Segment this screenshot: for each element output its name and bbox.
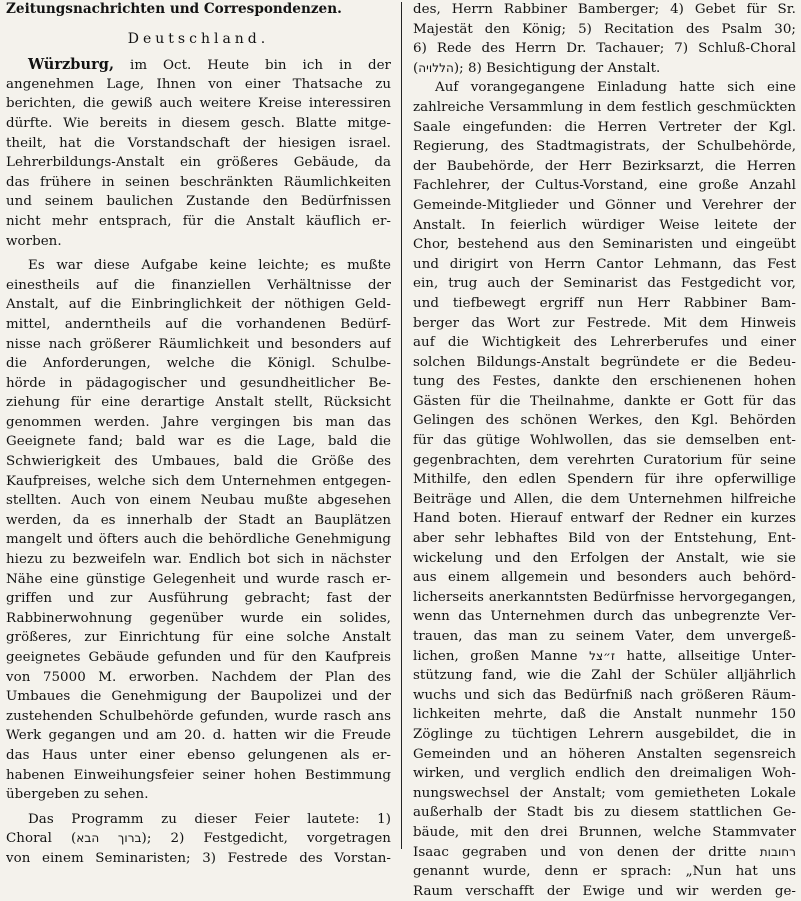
- text-line: Hand boten. Hierauf entwarf der Redner ein kurzes: [413, 511, 796, 527]
- text-line: Gemeinden und an höheren Anstalten segensreich: [413, 746, 796, 762]
- text-line: werden, da es innerhalb der Stadt an Bauplätzen: [6, 512, 391, 528]
- text-line: auf die Wichtigkeit des Lehrerberufes und einer: [413, 335, 796, 351]
- text-line: angenehmen Lage, Ihnen von einer Thatsache zu: [6, 76, 391, 92]
- text-line: geeignetes Gebäude gefunden und für den Kaufpreis: [6, 650, 391, 665]
- column-divider: [401, 2, 402, 849]
- text-line: Rabbinerwohnung gegenüber wurde ein solides,: [6, 610, 391, 626]
- text-line: tung des Festes, dankte den erschienenen hohen: [413, 374, 796, 390]
- hebrew-text: רחובות: [759, 844, 796, 859]
- text-line: von 75000 M. erworben. Nachdem der Plan des: [6, 669, 391, 685]
- program-line-2: [6, 829, 391, 849]
- text-line: nisse nach größerer Räumlichkeit und besonders auf: [6, 336, 391, 352]
- text-line: ein, trug auch der Seminarist das Festgedicht vor,: [413, 276, 796, 292]
- text-line: zahlreiche Versammlung in dem festlich geschmückten: [413, 99, 796, 115]
- ceremony-text: hatte, allseitige Unter-: [615, 648, 796, 664]
- text-line: berichten, die gewiß auch weitere Kreise interessiren: [6, 96, 391, 112]
- dateline-rest: im Oct. Heute bin ich in der: [114, 58, 391, 74]
- text-line: mangelt und öfters auch die behördliche Genehmigung: [6, 532, 391, 548]
- text-line: Regierung, des Stadtmagistrats, der Schulbehörde,: [413, 139, 796, 155]
- text-line: das frühere in seinen beschränkten Räumlichkeiten: [6, 174, 391, 190]
- text-line: Chor, bestehend aus den Seminaristen und eingeübt: [413, 237, 796, 253]
- paragraph-building: [6, 256, 391, 805]
- text-line: wenn das Unternehmen durch das unbegrenzte Ver-: [413, 609, 796, 625]
- text-line: Mithilfe, den edlen Spendern für ihre opferwillige: [413, 472, 796, 488]
- text-line: Anstalt. In feierlich würdiger Weise leitete der: [413, 217, 796, 233]
- hebrew-text: ז״צל: [589, 648, 616, 663]
- text-line: Auf vorangegangene Einladung hatte sich eine: [435, 80, 796, 96]
- text-line: aber sehr lebhaftes Bild von der Entstehung, Ent-: [413, 531, 796, 547]
- text-line: dürfte. Wie bereits in diesem gesch. Blatte mitge-: [6, 115, 391, 131]
- text-line: Werk gegangen und am 20. d. hatten wir die Freude: [6, 728, 391, 744]
- paragraph-ceremony: [413, 78, 796, 646]
- program-continuation: [413, 0, 796, 59]
- text-line: wirken, und verglich endlich den dreimaligen Woh-: [413, 766, 796, 782]
- ceremony-hebrew-line-2: [413, 843, 796, 863]
- text-line: hiezu zu bezweifeln war. Endlich bot sich in nächster: [6, 552, 391, 568]
- text-line: stützung fand, wie die Zahl der Schüler alljährlich: [413, 668, 796, 684]
- ceremony-hebrew-line: [413, 647, 796, 667]
- program-line-1: Das Programm zu dieser Feier lautete: 1): [28, 811, 391, 827]
- text-line: wickelung und den Erfolgen der Anstalt, wie sie: [413, 550, 796, 566]
- dateline-line: [6, 55, 391, 75]
- program-text: Choral (: [6, 831, 77, 847]
- paragraph-ceremony-cont: [413, 666, 796, 842]
- text-line: mittel, anderntheils auf die vorhandenen Bedürf-: [6, 316, 391, 332]
- text-line: und seinem baulichen Zustande den Bedürfnissen: [6, 194, 391, 210]
- text-line: nungswechsel der Anstalt; vom gemietheten Lokale: [413, 785, 796, 801]
- hebrew-text: ברוך הבא: [76, 831, 142, 846]
- text-line: Raum verschafft der Ewige und wir werden ge-: [413, 883, 796, 899]
- text-line: Gemeinde-Mitglieder und Gönner und Verehrer der: [413, 197, 796, 213]
- text-line: Schwierigkeit des Umbaues, bald die Größe des: [6, 454, 391, 470]
- ceremony-text: lichen, großen Manne: [413, 648, 590, 664]
- text-line: griffen und zur Ausführung gebracht; fast der: [6, 591, 391, 607]
- text-line: Fachlehrer, der Cultus-Vorstand, eine große Anzahl: [413, 178, 796, 194]
- text-line: hörde in pädagogischer und gesundheitlicher Be-: [6, 375, 391, 391]
- text-line: theilt, hat die Vorstandschaft der hiesigen israel.: [6, 135, 391, 151]
- text-line: trauen, das man zu seinem Vater, dem unvergeß-: [413, 629, 796, 644]
- left-column: [6, 0, 391, 869]
- text-line: Anstalt, auf die Einbringlichkeit der nöthigen Geld-: [6, 297, 391, 313]
- text-line: wuchs und sich das Bedürfniß nach größeren Räum-: [413, 687, 796, 703]
- text-line: solchen Bildungs-Anstalt begründete er die Bedeu-: [413, 354, 796, 370]
- text-line: Kaufpreises, welche sich dem Unternehmen entgegen-: [6, 473, 391, 489]
- text-line: stellten. Auch von einem Neubau mußte abgesehen: [6, 493, 391, 509]
- text-line: habenen Einweihungsfeier seiner hohen Bestimmung: [6, 767, 391, 783]
- paragraph-ceremony-end: [413, 862, 796, 901]
- text-line: Umbaues die Genehmigung der Baupolizei und der: [6, 689, 391, 705]
- text-line: größeres, zur Einrichtung für eine solche Anstalt: [6, 630, 391, 646]
- text-line: genannt wurde, denn er sprach: „Nun hat uns: [413, 864, 796, 880]
- text-line: genommen werden. Jahre vergingen bis man das: [6, 414, 391, 430]
- program-last-line: [413, 59, 796, 79]
- text-line: die Anforderungen, welche die Königl. Schulbe-: [6, 356, 391, 372]
- ceremony-text: Isaac gegraben und von denen der dritte: [413, 844, 760, 860]
- text-line: ziehung für eine derartige Anstalt stellt, Rücksicht: [6, 395, 391, 411]
- text-line: Gelingen des schönen Werkes, den Kgl. Behörden: [413, 413, 796, 429]
- text-line: berger das Wort zur Festrede. Mit dem Hinweis: [413, 315, 796, 331]
- text-line: Gästen für die Theilnahme, dankte er Gott für das: [413, 393, 796, 409]
- text-line: Saale eingefunden: die Herren Vertreter der Kgl.: [413, 119, 796, 135]
- text-line: Majestät den König; 5) Recitation des Psalm 30;: [413, 21, 796, 37]
- text-line: licherseits anerkanntsten Bedürfnisse hervorgegangen,: [413, 589, 796, 605]
- section-title: Zeitungsnachrichten und Correspondenzen.: [6, 1, 342, 17]
- text-line: das Haus unter einer ebenso gelungenen als er-: [6, 747, 391, 763]
- program-line-3: von einem Seminaristen; 3) Festrede des Vorstan-: [6, 850, 391, 866]
- text-line: Geeignete fand; bald war es die Lage, bald die: [6, 434, 391, 450]
- text-line: und tiefbewegt ergriff nun Herr Rabbiner Bam-: [413, 295, 796, 311]
- program-text: (: [413, 60, 419, 76]
- program-text: ); 8) Besichtigung der Anstalt.: [453, 60, 661, 76]
- program-text: ); 2) Festgedicht, vorgetragen: [141, 831, 391, 847]
- text-line: des, Herrn Rabbiner Bamberger; 4) Gebet für Sr.: [413, 2, 796, 17]
- right-column: [413, 0, 796, 901]
- text-line: übergeben zu sehen.: [6, 787, 149, 803]
- country-heading: Deutschland.: [127, 30, 270, 47]
- text-line: Lehrerbildungs-Anstalt ein größeres Gebäude, da: [6, 155, 391, 171]
- dateline-place: Würzburg,: [28, 56, 115, 74]
- text-line: außerhalb der Stadt bis zu diesem stattlichen Ge-: [413, 805, 796, 821]
- text-line: gegenbrachten, dem verehrten Curatorium für seine: [413, 452, 796, 468]
- text-line: der Baubehörde, der Herr Bezirksarzt, die Herren: [413, 158, 796, 174]
- text-line: und dirigirt von Herrn Cantor Lehmann, das Fest: [413, 256, 796, 272]
- text-line: einestheils auf die finanziellen Verhältnisse der: [6, 277, 391, 293]
- text-line: aus einem allgemein und besonders auch behörd-: [413, 570, 796, 586]
- text-line: Beiträge und Allen, die dem Unternehmen hilfreiche: [413, 491, 796, 507]
- hebrew-text: הללויה: [418, 60, 454, 75]
- text-line: worben.: [6, 233, 62, 249]
- text-line: Zöglinge zu tüchtigen Lehrern ausgebildet, die in: [413, 726, 796, 742]
- text-line: lichkeiten mehrte, daß die Anstalt nunmehr 150: [413, 707, 796, 723]
- text-line: 6) Rede des Herrn Dr. Tachauer; 7) Schluß-Choral: [413, 41, 796, 57]
- text-line: zustehenden Schulbehörde gefunden, wurde rasch ans: [6, 708, 391, 724]
- text-line: Nähe eine günstige Gelegenheit und wurde rasch er-: [6, 571, 391, 587]
- text-line: bäude, mit den drei Brunnen, welche Stammvater: [413, 824, 796, 840]
- paragraph-intro: [6, 75, 391, 251]
- text-line: Es war diese Aufgabe keine leichte; es mußte: [28, 258, 391, 274]
- text-line: nicht mehr entsprach, für die Anstalt käuflich er-: [6, 213, 391, 229]
- text-line: für das gütige Wohlwollen, das sie demselben ent-: [413, 433, 796, 449]
